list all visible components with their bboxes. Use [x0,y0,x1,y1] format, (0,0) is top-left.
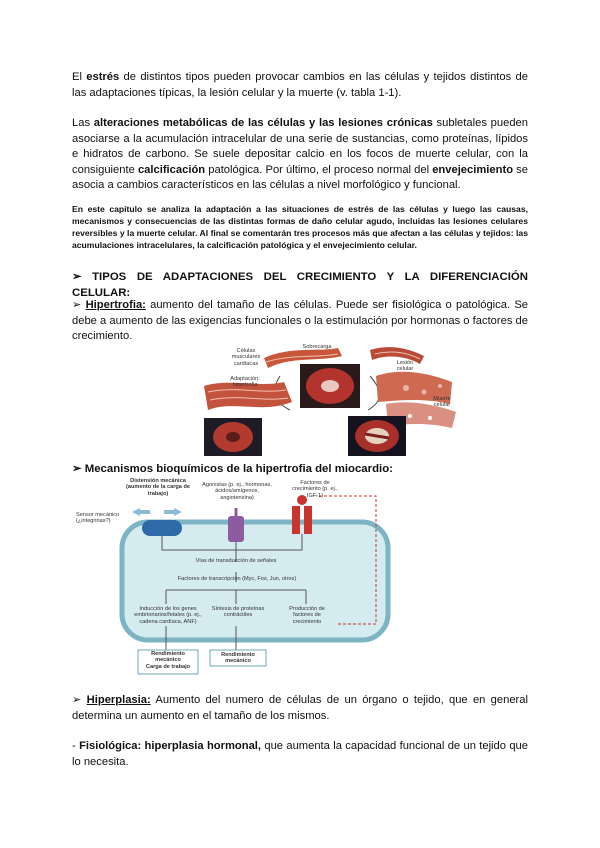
fig1-label-injury: Lesión celular [396,360,414,373]
paragraph-hipertrofia: ➢ Hipertrofia: aumento del tamaño de las células. Puede ser fisiológica o patológica. Se debe a aumento de las exigencias funcionales o la estimulación por hormonas o factores de crecimiento. [72,299,528,343]
fig2-sensor: Sensor mecánico (¿integrinas?) [76,512,120,525]
paragraph-estres: El estrés de distintos tipos pueden provocar cambios en las células y tejidos distintos de las adaptaciones típicas, la lesión celular y la muerte (v. tabla 1-1). [72,71,528,99]
fig2-rendimiento-2: Rendimiento mecánico [221,652,255,665]
fig2-sintesis: Síntesis de proteínas contráctiles [211,606,265,619]
fig1-label-cells: Células musculares cardíacas [231,348,261,367]
fig2-distension: Distensión mecánica (aumento de la carga de trabajo) [125,478,191,497]
paragraph-hiperplasia: ➢ Hiperplasia: Aumento del numero de células de un órgano o tejido, que en general determina un aumento en el tamaño de los mismos. [72,694,528,722]
heart-section-center [300,364,360,408]
fig2-produccion: Producción de factores de crecimiento [289,606,325,625]
term-hipertrofia: Hipertrofia: [85,299,146,311]
heading-tipos-adaptaciones: ➢ TIPOS DE ADAPTACIONES DEL CRECIMIENTO Y LA DIFERENCIACIÓN CELULAR: [72,271,528,299]
fig2-vias: Vías de transducción de señales [195,558,277,564]
paragraph-fisiologica: - Fisiológica: hiperplasia hormonal, que aumenta la capacidad funcional de un tejido que lo necesita. [72,740,528,768]
heart-photo-left [204,418,262,456]
heading-mecanismos: ➢ Mecanismos bioquímicos de la hipertrofia del miocardio: [72,463,393,475]
mechanisms-figure [76,478,412,678]
fig1-label-overload: Sobrecarga [302,344,332,350]
fig2-induccion: Inducción de los genes embrionarios/fetales (p. ej., cadena cardíaca, ANF) [134,606,202,625]
fig2-rendimiento-1: Rendimiento mecánico [151,651,185,664]
fig2-agonistas: Agonistas (p. ej., hormonas, ácidos/amígenos, angiotensina) [202,482,272,501]
term-estres: estrés [86,71,120,83]
heart-photo-right [348,416,406,456]
fig2-transcripcion: Factores de transcripción (Myc, Fos, Jun, otros) [177,576,297,582]
paragraph-capitulo: En este capítulo se analiza la adaptación a las situaciones de estrés de las células y luego las causas, mecanismos y consecuencias de las distintas formas de daño celular agudo, incluidas las lesiones celulares reversibles y la muerte celular. Al final se comentarán tres procesos más que afectan a las células y tejidos: las acumulaciones intracelulares, la calcificación patológica y el envejecimiento celular. [72,204,528,250]
fig2-carga: Carga de trabajo [145,664,191,670]
fig1-label-death: Muerte celular [433,396,451,409]
fig2-factores: Factores de crecimiento (p. ej., IGF-1) [292,480,338,499]
term-fisiologica: Fisiológica: hiperplasia hormonal, [79,740,262,752]
fig1-label-hypertrophy: Adaptación: hipertrofia [230,376,260,389]
term-hiperplasia: Hiperplasia: [86,694,151,706]
paragraph-alteraciones: Las alteraciones metabólicas de las células y las lesiones crónicas subletales pueden asociarse a la acumulación intracelular de una serie de sustancias, como proteínas, lípidos e hidratos de carbono. Se suele depositar calcio en los focos de muerte celular, con la consiguiente calcificación patológica. Por último, el proceso normal del envejecimiento se asocia a cambios característicos en las células a nivel morfológico y funcional. [72,117,528,192]
